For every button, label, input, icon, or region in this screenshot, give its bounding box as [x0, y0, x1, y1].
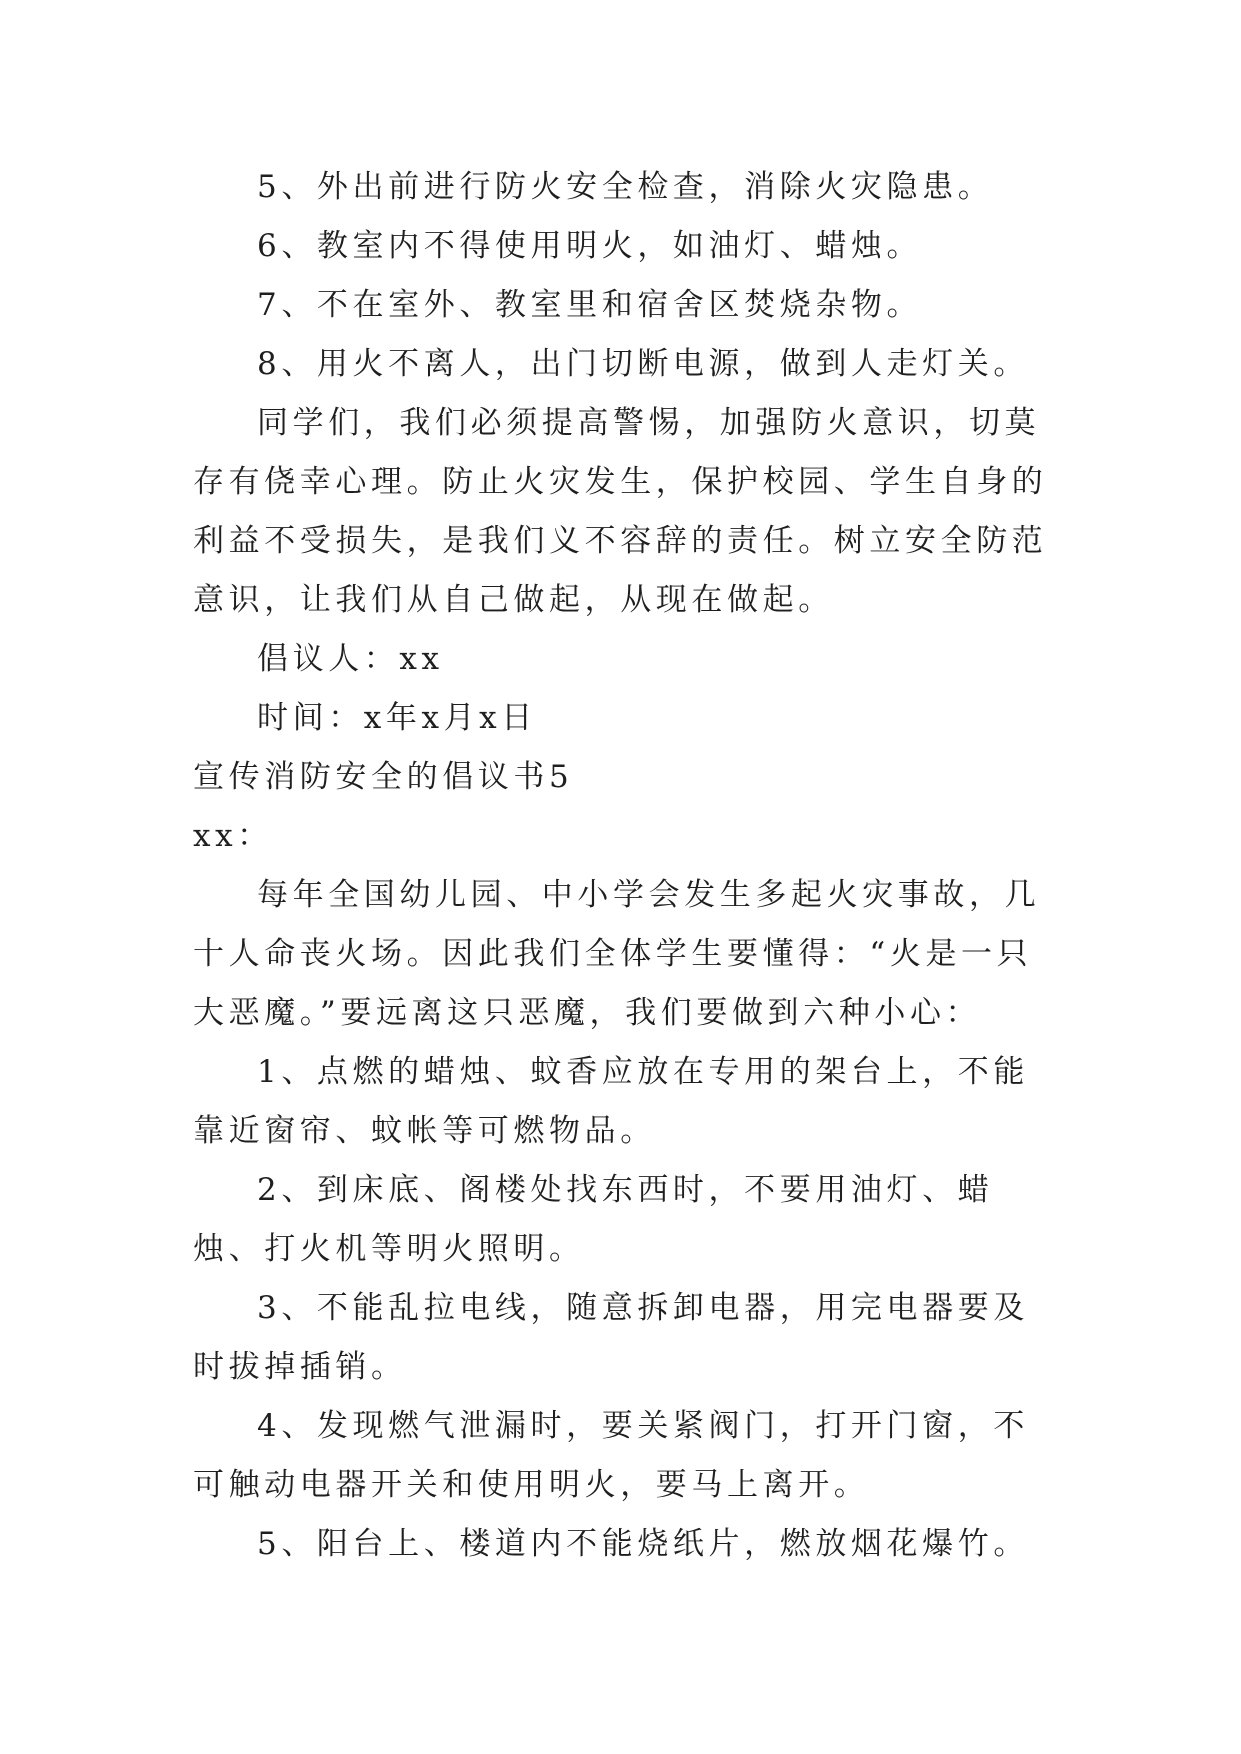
- caution-item-4: 4、发现燃气泄漏时，要关紧阀门，打开门窗，不可触动电器开关和使用明火，要马上离开。: [193, 1408, 1029, 1503]
- date-line: 时间：x年x月x日: [257, 700, 537, 736]
- paragraph-item-8: 8、用火不离人，出门切断电源，做到人走灯关。: [257, 346, 1029, 382]
- salutation: xx：: [193, 818, 273, 854]
- caution-item-2: 2、到床底、阁楼处找东西时，不要用油灯、蜡烛、打火机等明火照明。: [193, 1172, 994, 1267]
- section-title: 宣传消防安全的倡议书5: [193, 759, 574, 795]
- caution-item-1: 1、点燃的蜡烛、蚊香应放在专用的架台上，不能靠近窗帘、蚊帐等可燃物品。: [193, 1054, 1029, 1149]
- paragraph-item-5: 5、外出前进行防火安全检查，消除火灾隐患。: [257, 169, 994, 205]
- paragraph-item-6: 6、教室内不得使用明火，如油灯、蜡烛。: [257, 228, 923, 264]
- closing-paragraph: 同学们，我们必须提高警惕，加强防火意识，切莫存有侥幸心理。防止火灾发生，保护校园、学生自身的利益不受损失，是我们义不容辞的责任。树立安全防范意识，让我们从自己做起，从现在做起。: [193, 405, 1048, 618]
- caution-item-3: 3、不能乱拉电线，随意拆卸电器，用完电器要及时拔掉插销。: [193, 1290, 1029, 1385]
- paragraph-item-7: 7、不在室外、教室里和宿舍区焚烧杂物。: [257, 287, 923, 323]
- proposer-line: 倡议人：xx: [257, 641, 444, 677]
- intro-paragraph: 每年全国幼儿园、中小学会发生多起火灾事故，几十人命丧火场。因此我们全体学生要懂得：“火是一只大恶魔。”要远离这只恶魔，我们要做到六种小心：: [193, 877, 1041, 1031]
- caution-item-5: 5、阳台上、楼道内不能烧纸片，燃放烟花爆竹。: [257, 1526, 1029, 1562]
- document-body: [193, 158, 1055, 1574]
